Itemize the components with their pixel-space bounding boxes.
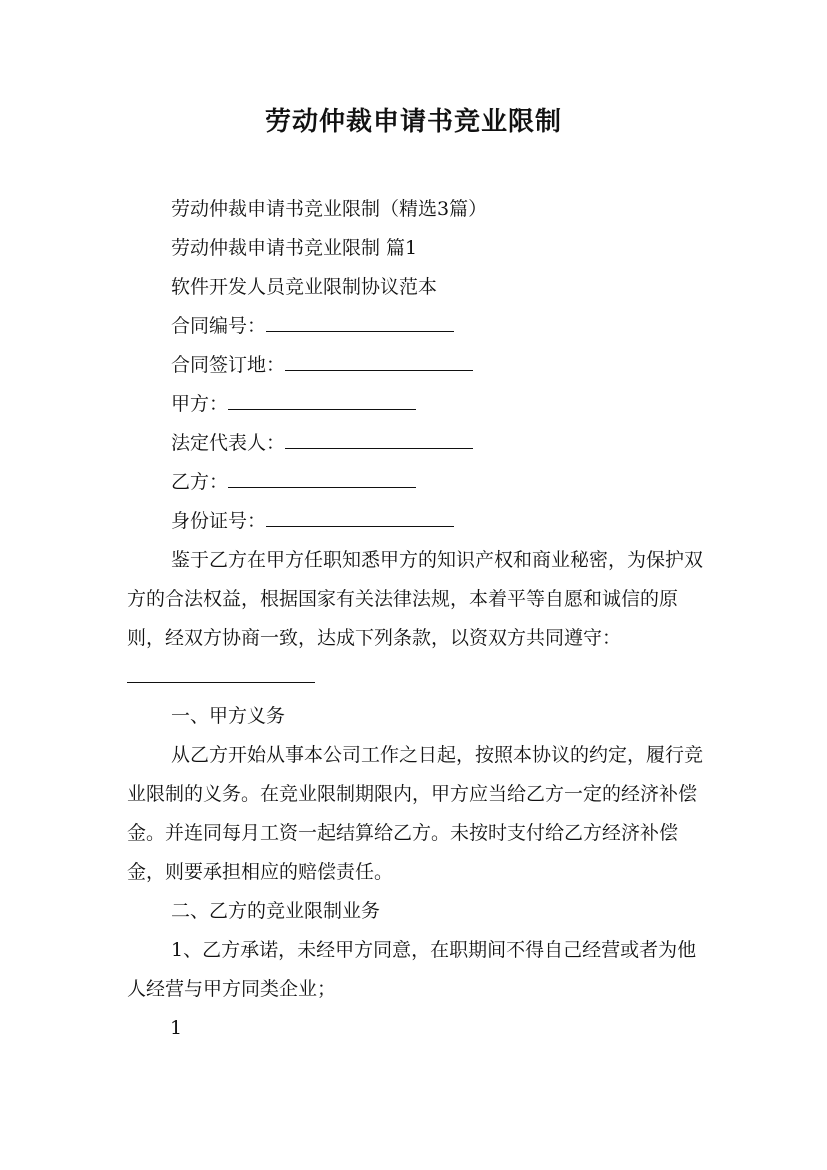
preamble-text: 鉴于乙方在甲方任职知悉甲方的知识产权和商业秘密，为保护双方的合法权益，根据国家有关法律法规，本着平等自愿和诚信的原则，经双方协商一致，达成下列条款，以资双方共同遵守： xyxy=(127,549,704,649)
section-1-paragraph: 从乙方开始从事本公司工作之日起，按照本协议的约定，履行竞业限制的义务。在竞业限制期限内，甲方应当给乙方一定的经济补偿金。并连同每月工资一起结算给乙方。未按时支付给乙方经济补偿金，则要承担相应的赔偿责任。 xyxy=(127,744,704,883)
contract-number-label: 合同编号： xyxy=(171,315,267,337)
id-number-field xyxy=(127,502,705,541)
id-number-label: 身份证号： xyxy=(171,510,267,532)
section-2-item-1: 1、乙方承诺，未经甲方同意，在职期间不得自己经营或者为他人经营与甲方同类企业； xyxy=(127,939,697,1000)
document-body xyxy=(127,190,705,1009)
party-a-blank xyxy=(228,391,416,410)
preamble-paragraph xyxy=(127,541,705,697)
contract-number-blank xyxy=(266,313,454,332)
sign-place-field xyxy=(127,346,705,385)
id-number-blank xyxy=(266,508,454,527)
party-a-field xyxy=(127,385,705,424)
sign-place-blank xyxy=(285,352,473,371)
article-heading: 劳动仲裁申请书竞业限制 篇1 xyxy=(171,237,418,259)
legal-rep-blank xyxy=(285,430,473,449)
agreement-title: 软件开发人员竞业限制协议范本 xyxy=(171,276,438,298)
sign-place-label: 合同签订地： xyxy=(171,354,286,376)
page-number: 1 xyxy=(170,1017,183,1039)
party-b-field xyxy=(127,463,705,502)
contract-number-field xyxy=(127,307,705,346)
legal-rep-field xyxy=(127,424,705,463)
party-a-label: 甲方： xyxy=(171,393,229,415)
section-2-heading: 二、乙方的竞业限制业务 xyxy=(171,900,381,922)
legal-rep-label: 法定代表人： xyxy=(171,432,286,454)
party-b-blank xyxy=(228,469,416,488)
party-b-label: 乙方： xyxy=(171,471,229,493)
preamble-blank xyxy=(127,664,315,683)
section-1-heading: 一、甲方义务 xyxy=(171,705,286,727)
intro-line: 劳动仲裁申请书竞业限制（精选3篇） xyxy=(171,198,488,220)
document-title: 劳动仲裁申请书竞业限制 xyxy=(264,107,562,137)
